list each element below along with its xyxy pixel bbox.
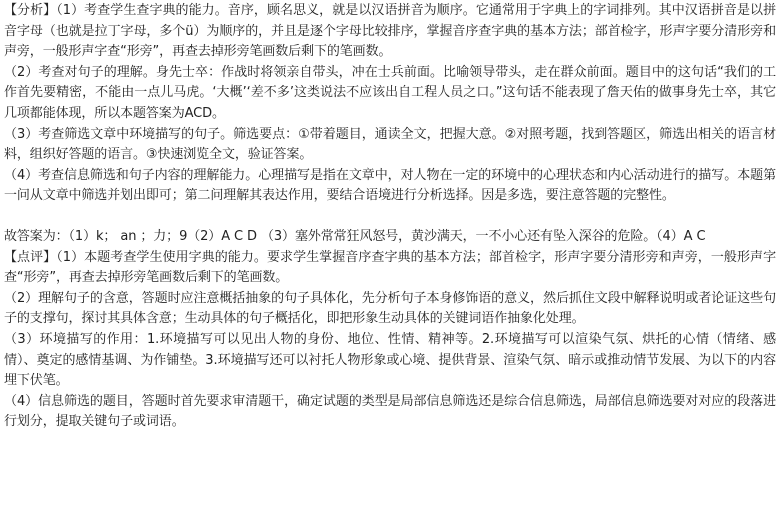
section-spacer bbox=[4, 207, 776, 227]
review-paragraph-2: （2）理解句子的含意，答题时应注意概括抽象的句子具体化，先分析句子本身修饰语的意义，然后抓住文段中解释说明或者论证这些句子的支撑句，探讨其具体含意；生动具体的句子概括化，即把形象生动具体的关键词语作抽象化处理。 bbox=[4, 290, 776, 327]
analysis-paragraph-4: （4）考查信息筛选和句子内容的理解能力。心理描写是指在文章中，对人物在一定的环境中的心理状态和内心活动进行的描写。本题第一问从文章中筛选并划出即可；第二问理解其表达作用，要结合语境进行分析选择。因是多选，要注意答题的完整性。 bbox=[4, 167, 776, 204]
answer-line: 故答案为：（1）k； an ；力；9（2）A C D （3）塞外常常狂风怒号，黄沙满天，一不小心还有坠入深谷的危险。（4）A C bbox=[4, 228, 706, 244]
review-paragraph-1: 【点评】（1）本题考查学生使用字典的能力。要求学生掌握音序查字典的基本方法；部首检字，形声字要分清形旁和声旁，一般形声字查“形旁”，再查去掉形旁笔画数后剩下的笔画数。 bbox=[4, 249, 776, 286]
answer-section bbox=[4, 227, 776, 248]
analysis-paragraph-1: 【分析】（1）考查学生查字典的能力。音序，顾名思义，就是以汉语拼音为顺序。它通常用于字典上的字词排列。其中汉语拼音是以拼音字母（也就是拉丁字母，多个ü）为顺序的，并且是逐个字母比较排序，掌握音序查字典的基本方法；部首检字，形声字要分清形旁和声旁，一般形声字查“形旁”，再查去掉形旁笔画数后剩下的笔画数。 bbox=[4, 3, 776, 60]
review-paragraph-3: （3）环境描写的作用：1.环境描写可以见出人物的身份、地位、性情、精神等。2.环境描写可以渲染气氛、烘托的心情（情绪、感情）、奠定的感情基调、为作铺垫。3.环境描写还可以衬托人物形象或心境、提供背景、渲染气氛、暗示或推动情节发展、为以下的内容埋下伏笔。 bbox=[4, 331, 776, 389]
review-section bbox=[4, 248, 776, 433]
analysis-section bbox=[4, 1, 776, 207]
review-paragraph-4: （4）信息筛选的题目，答题时首先要求审清题干，确定试题的类型是局部信息筛选还是综合信息筛选，局部信息筛选要对对应的段落进行划分，提取关键句子或词语。 bbox=[4, 393, 776, 430]
analysis-paragraph-3: （3）考查筛选文章中环境描写的句子。筛选要点：①带着题目，通读全文，把握大意。②对照考题，找到答题区，筛选出相关的语言材料，组织好答题的语言。③快速浏览全文，验证答案。 bbox=[4, 126, 776, 163]
analysis-paragraph-2: （2）考查对句子的理解。身先士卒：作战时将领亲自带头，冲在士兵前面。比喻领导带头，走在群众前面。题目中的这句话“我们的工作首先要精密，不能由一点儿马虎。‘大概’‘差不多’这类说法不应该出自工程人员之口。”这句话不能表现了詹天佑的做事身先士卒，其它几项都能体现，所以本题答案为ACD。 bbox=[4, 64, 776, 121]
